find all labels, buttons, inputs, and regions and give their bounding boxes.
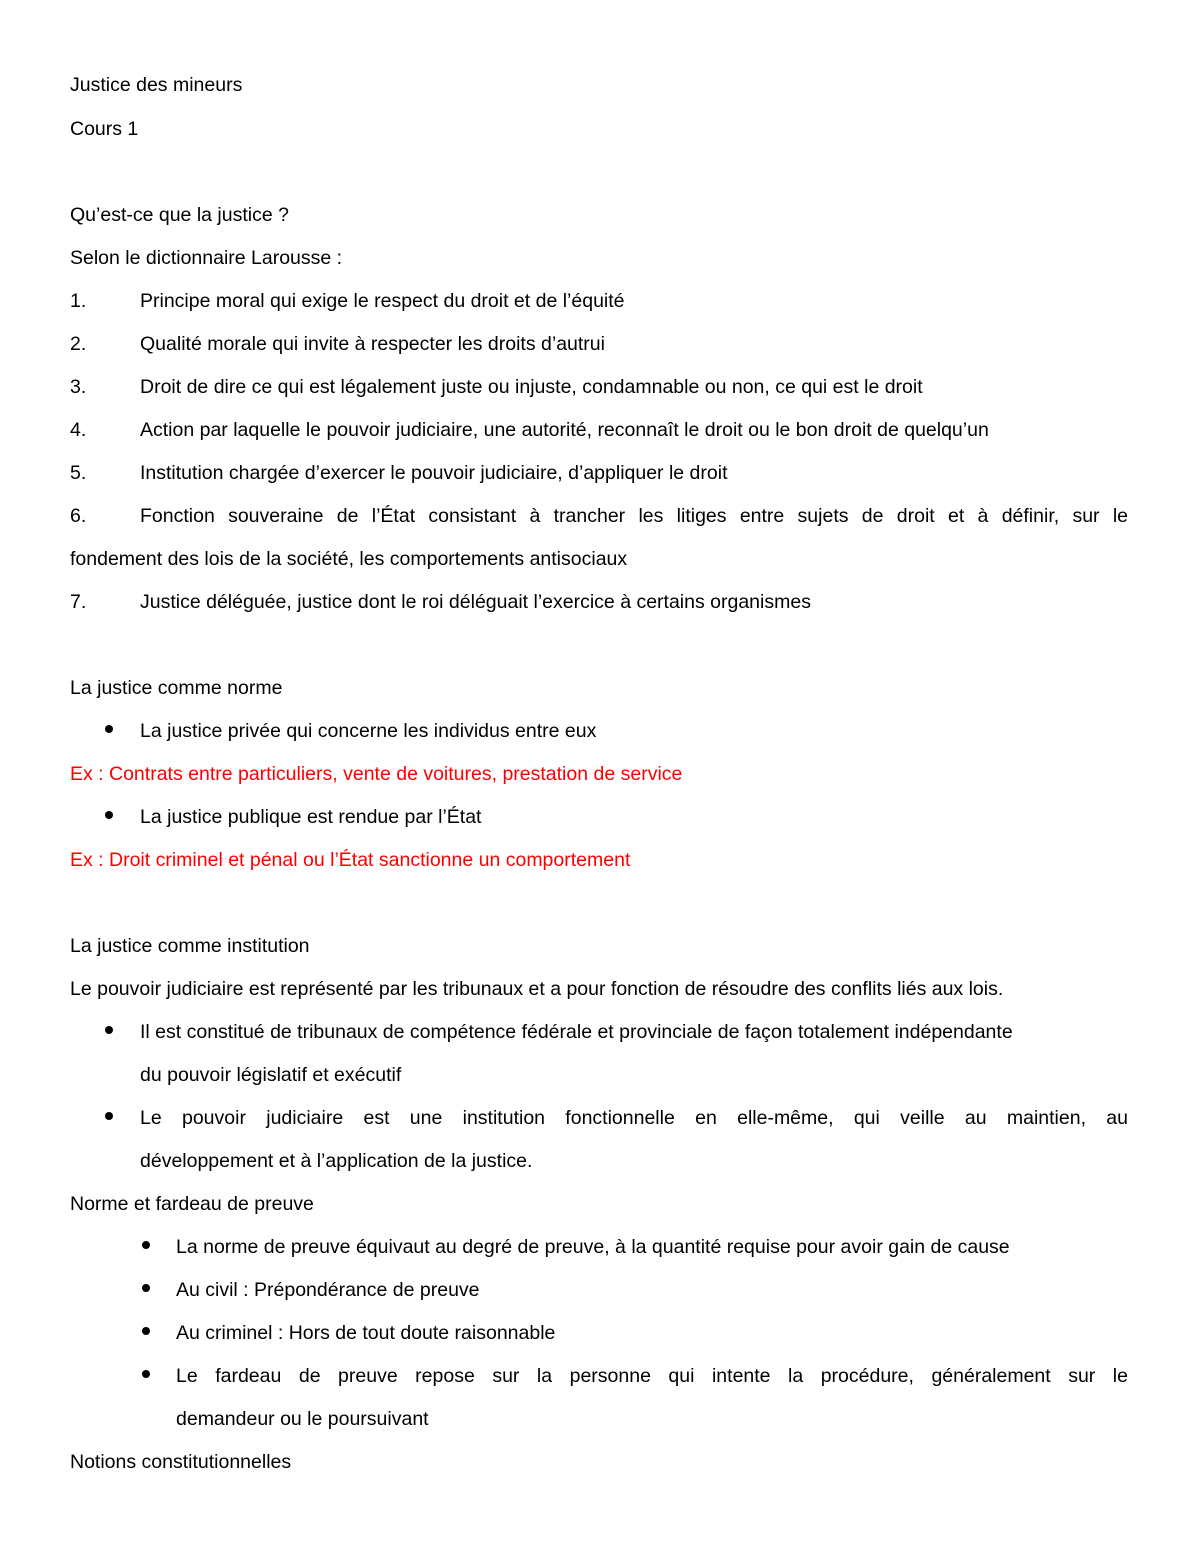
list-item: La justice publique est rendue par l’État — [140, 806, 482, 828]
bullet-icon — [142, 1241, 150, 1249]
bullet-icon — [142, 1370, 150, 1378]
question-heading: Qu’est-ce que la justice ? — [70, 204, 289, 226]
example-text: Ex : Contrats entre particuliers, vente de voitures, prestation de service — [70, 763, 683, 785]
section-heading-constitution: Notions constitutionnelles — [70, 1451, 292, 1473]
list-item-number: 5. — [70, 462, 87, 484]
list-item: Action par laquelle le pouvoir judiciaire, une autorité, reconnaît le droit ou le bon droit de quelqu’un — [140, 419, 989, 441]
institution-intro: Le pouvoir judiciaire est représenté par les tribunaux et a pour fonction de résoudre des conflits liés aux lois. — [70, 978, 1004, 1000]
bullet-icon — [105, 725, 113, 733]
list-item-number: 1. — [70, 290, 87, 312]
source-intro: Selon le dictionnaire Larousse : — [70, 247, 343, 269]
list-item: Le pouvoir judiciaire est une institution fonctionnelle en elle-même, qui veille au maintien, au — [140, 1107, 1128, 1129]
list-item-continuation: développement et à l’application de la justice. — [140, 1150, 533, 1172]
list-item: Justice déléguée, justice dont le roi déléguait l’exercice à certains organismes — [140, 591, 811, 613]
list-item-continuation: fondement des lois de la société, les comportements antisociaux — [70, 548, 628, 570]
list-item: Au criminel : Hors de tout doute raisonnable — [176, 1322, 556, 1344]
list-item: La justice privée qui concerne les individus entre eux — [140, 720, 597, 742]
document-title: Justice des mineurs — [70, 74, 243, 96]
list-item: Droit de dire ce qui est légalement juste ou injuste, condamnable ou non, ce qui est le droit — [140, 376, 923, 398]
list-item-number: 7. — [70, 591, 87, 613]
list-item-number: 4. — [70, 419, 87, 441]
list-item: Principe moral qui exige le respect du droit et de l’équité — [140, 290, 625, 312]
section-heading-institution: La justice comme institution — [70, 935, 310, 957]
list-item: Qualité morale qui invite à respecter les droits d’autrui — [140, 333, 605, 355]
list-item: Au civil : Prépondérance de preuve — [176, 1279, 480, 1301]
bullet-icon — [105, 1026, 113, 1034]
list-item-number: 3. — [70, 376, 87, 398]
list-item-continuation: du pouvoir législatif et exécutif — [140, 1064, 402, 1086]
section-heading-norme: La justice comme norme — [70, 677, 283, 699]
list-item: La norme de preuve équivaut au degré de preuve, à la quantité requise pour avoir gain de cause — [176, 1236, 1010, 1258]
list-item-continuation: demandeur ou le poursuivant — [176, 1408, 429, 1430]
list-item-number: 2. — [70, 333, 87, 355]
list-item-number: 6. — [70, 505, 87, 527]
list-item: Fonction souveraine de l’État consistant à trancher les litiges entre sujets de droit et à définir, sur le — [140, 505, 1128, 527]
section-heading-preuve: Norme et fardeau de preuve — [70, 1193, 314, 1215]
bullet-icon — [142, 1327, 150, 1335]
list-item: Le fardeau de preuve repose sur la personne qui intente la procédure, généralement sur le — [176, 1365, 1128, 1387]
course-number: Cours 1 — [70, 118, 139, 140]
bullet-icon — [142, 1284, 150, 1292]
list-item: Institution chargée d’exercer le pouvoir judiciaire, d’appliquer le droit — [140, 462, 728, 484]
example-text: Ex : Droit criminel et pénal ou l’État sanctionne un comportement — [70, 849, 631, 871]
list-item: Il est constitué de tribunaux de compétence fédérale et provinciale de façon totalement indépendante — [140, 1021, 1013, 1043]
bullet-icon — [105, 1112, 113, 1120]
bullet-icon — [105, 811, 113, 819]
